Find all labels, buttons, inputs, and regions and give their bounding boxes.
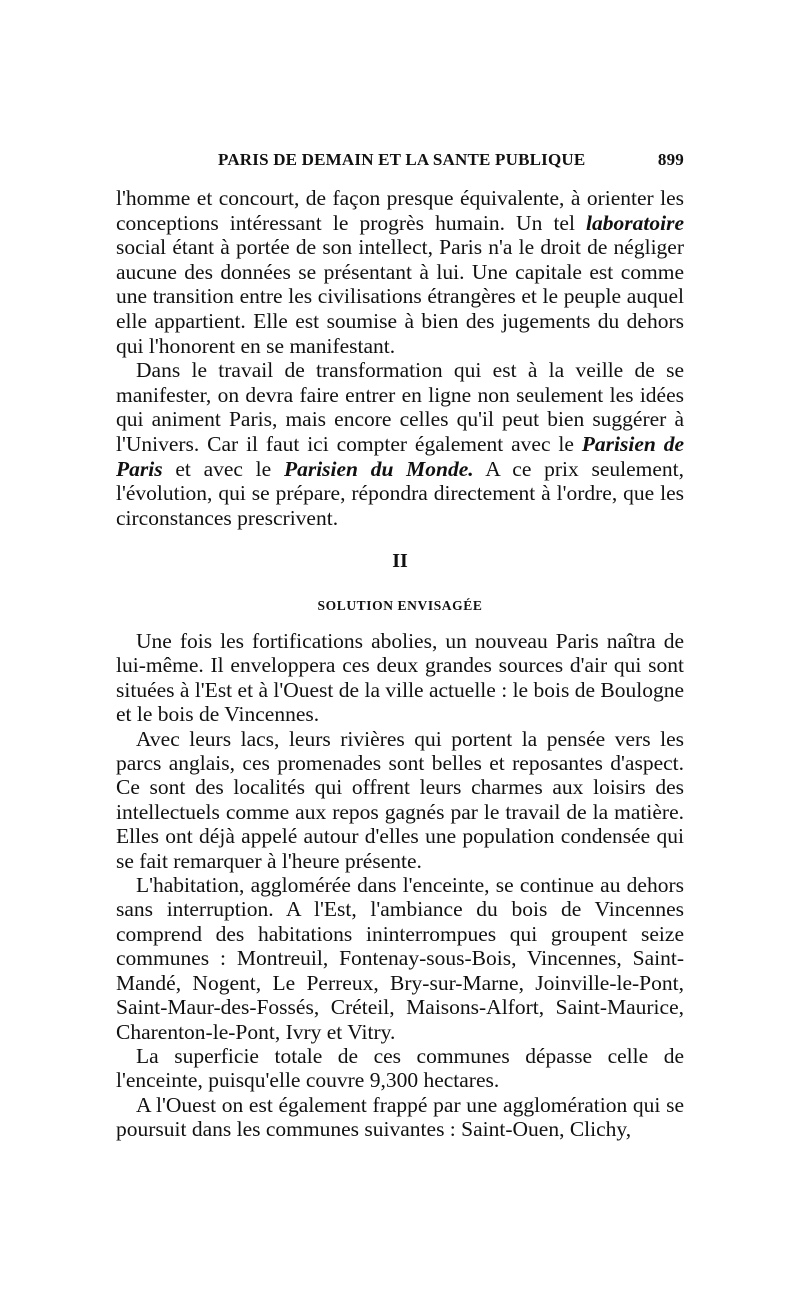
emphasis-text: Parisien du Monde.: [283, 456, 474, 481]
text-run: A ce prix seulement, l'évolution, qui se prépare, répondra directement à l'ordre, que les circonstances prescrivent.: [116, 456, 685, 530]
paragraph: L'habitation, agglomérée dans l'enceinte, se continue au dehors sans interruption. A l'Est, l'ambiance du bois de Vincennes comprend des habitations ininterrompues qui groupent seize communes : Montreuil, Fontenay-sous-Bois, Vincennes, Saint-Mandé, Nogent, Le Perreux, Bry-sur-Marne, Joinville-le-Pont, Saint-Maur-des-Fossés, Créteil, Maisons-Alfort, Saint-Maurice, Charenton-le-Pont, Ivry et Vitry.: [116, 873, 684, 1044]
page-header: [116, 150, 684, 174]
paragraph: La superficie totale de ces communes dépasse celle de l'enceinte, puisqu'elle couvre 9,300 hectares.: [116, 1043, 684, 1093]
page-number: 899: [657, 150, 684, 169]
section-number: II: [392, 550, 408, 573]
paragraph: A l'Ouest on est également frappé par une agglomération qui se poursuit dans les communes suivantes : Saint-Ouen, Clichy,: [116, 1092, 684, 1142]
emphasis-text: laboratoire: [586, 210, 684, 235]
running-title: PARIS DE DEMAIN ET LA SANTE PUBLIQUE: [218, 150, 586, 169]
body-text-top: [116, 186, 684, 631]
text-run: et avec le: [162, 456, 284, 481]
paragraph-continued: [116, 186, 684, 358]
body-text-bottom: [116, 629, 684, 1142]
paragraph: Avec leurs lacs, leurs rivières qui portent la pensée vers les parcs anglais, ces promenades sont belles et reposantes d'aspect. Ce sont des localités qui offrent leurs charmes aux loisirs des intellectuels comme aux repos gagnés par le travail de la matière. Elles ont déjà appelé autour d'elles une population condensée qui se fait remarquer à l'heure présente.: [116, 726, 684, 873]
emphasis-text: Parisien de Paris: [116, 431, 684, 481]
paragraph: [116, 358, 684, 530]
text-run: social étant à portée de son intellect, Paris n'a le droit de négliger aucune des données se présentant à lui. Une capitale est comme une transition entre les civilisations étrangères et le peuple auquel elle appartient. Elle est soumise à bien des jugements du dehors qui l'honorent en se manifestant.: [116, 235, 684, 358]
paragraph: Une fois les fortifications abolies, un nouveau Paris naîtra de lui-même. Il enveloppera ces deux grandes sources d'air qui sont situées à l'Est et à l'Ouest de la ville actuelle : le bois de Boulogne et le bois de Vincennes.: [116, 629, 684, 727]
text-run: Dans le travail de transformation qui est à la veille de se manifester, on devra faire entrer en ligne non seulement les idées qui animent Paris, mais encore celles qu'il peut bien suggérer à l'Univers. Car il faut ici compter également avec le: [116, 358, 684, 456]
section-title: SOLUTION ENVISAGÉE: [317, 598, 483, 614]
text-run: l'homme et concourt, de façon presque équivalente, à orienter les conceptions intéressant le progrès humain. Un tel: [116, 186, 684, 235]
